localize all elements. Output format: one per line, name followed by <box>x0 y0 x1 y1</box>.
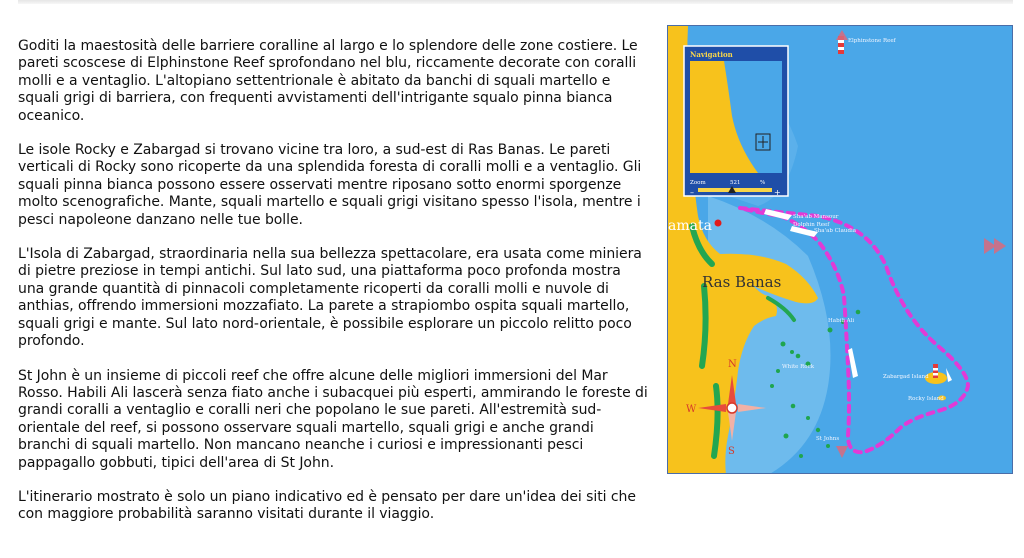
reef-label: White Rock <box>782 364 815 370</box>
reef-label: Sha'ab Mansour <box>793 214 839 220</box>
paragraph-zabargad: L'Isola di Zabargad, straordinaria nella sua bellezza spettacolare, era usata come miniera di pietre preziose in tempi antichi. Sul lato sud, una piattaforma poco profonda mostra una grande quantità di pinnacoli completamente ricoperti da coralli molli e nuvole di anthias, offrendo immersioni mozzafiato. La parete a strapiombo ospita squali martello, squali grigi e mante. Sul lato nord-orientale, è possibile esplorare un piccolo relitto poco profondo. <box>18 246 642 350</box>
zoom-in-button[interactable]: + <box>774 188 781 197</box>
town-marker <box>715 220 722 227</box>
svg-text:S: S <box>728 446 735 457</box>
paragraph-elphinstone: Goditi la maestosità delle barriere coralline al largo e lo splendore delle zone costiere. Le pareti scoscese di Elphinstone Reef sprofondano nel blu, riccamente decorate con coralli molli e a ventaglio. L'altopiano settentrionale è abitato da banchi di squali martello e squali grigi di barriera, con frequenti avvistamenti dell'intrigante squalo pinna bianca oceanico. <box>18 38 638 124</box>
paragraph-disclaimer: L'itinerario mostrato è solo un piano indicativo ed è pensato per dare un'idea dei siti che con maggiore probabilità saranno visitati durante il viaggio. <box>18 488 636 523</box>
zoom-out-button[interactable]: – <box>690 188 694 197</box>
reef-label: Elphinstone Reef <box>848 38 896 44</box>
itinerary-description <box>18 38 648 541</box>
reef-label: Dolphin Reef <box>793 222 830 228</box>
svg-text:W: W <box>686 404 697 415</box>
top-divider <box>18 0 1013 4</box>
zoom-value: 521 <box>730 180 741 186</box>
lighthouse-icon <box>933 364 938 378</box>
ras-banas-label: Ras Banas <box>702 273 782 291</box>
zoom-label: Zoom <box>690 180 706 186</box>
zoom-unit: % <box>760 180 766 186</box>
paragraph-st-john: St John è un insieme di piccoli reef che offre alcune delle migliori immersioni del Mar Rosso. Habili Ali lascerà senza fiato anche i subacquei più esperti, ammirando le foreste di grandi coralli a ventaglio e coralli neri che popolano le sue pareti. All'estremità sud-orientale del reef, si possono osservare squali martello, squali grigi e anche grandi branchi di squali martello. Non mancano neanche i curiosi e impressionanti pesci pappagallo gobbuti, tipici dell'area di St John. <box>18 367 648 471</box>
navigation-title: Navigation <box>690 50 733 59</box>
reef-label: Rocky Island <box>908 396 944 402</box>
navigation-panel[interactable] <box>684 46 788 197</box>
itinerary-map[interactable] <box>667 25 1013 474</box>
reef-label: St Johns <box>816 436 840 442</box>
svg-text:N: N <box>728 359 737 370</box>
reef-label: Habili Ali <box>828 318 855 324</box>
reef-label: Zabargad Island <box>883 374 929 380</box>
town-label: amata <box>668 218 712 234</box>
reef-label: Sha'ab Claudia <box>814 228 856 234</box>
paragraph-rocky-zabargad: Le isole Rocky e Zabargad si trovano vicine tra loro, a sud-est di Ras Banas. Le pareti verticali di Rocky sono ricoperte da una splendida foresta di coralli molli e a ventaglio. Gli squali pinna bianca possono essere osservati mentre riposano sotto enormi sporgenze molto scenografiche. Mante, squali martello e squali grigi visitano spesso l'isola, mentre i pesci napoleone danzano nelle tue bolle. <box>18 142 642 228</box>
